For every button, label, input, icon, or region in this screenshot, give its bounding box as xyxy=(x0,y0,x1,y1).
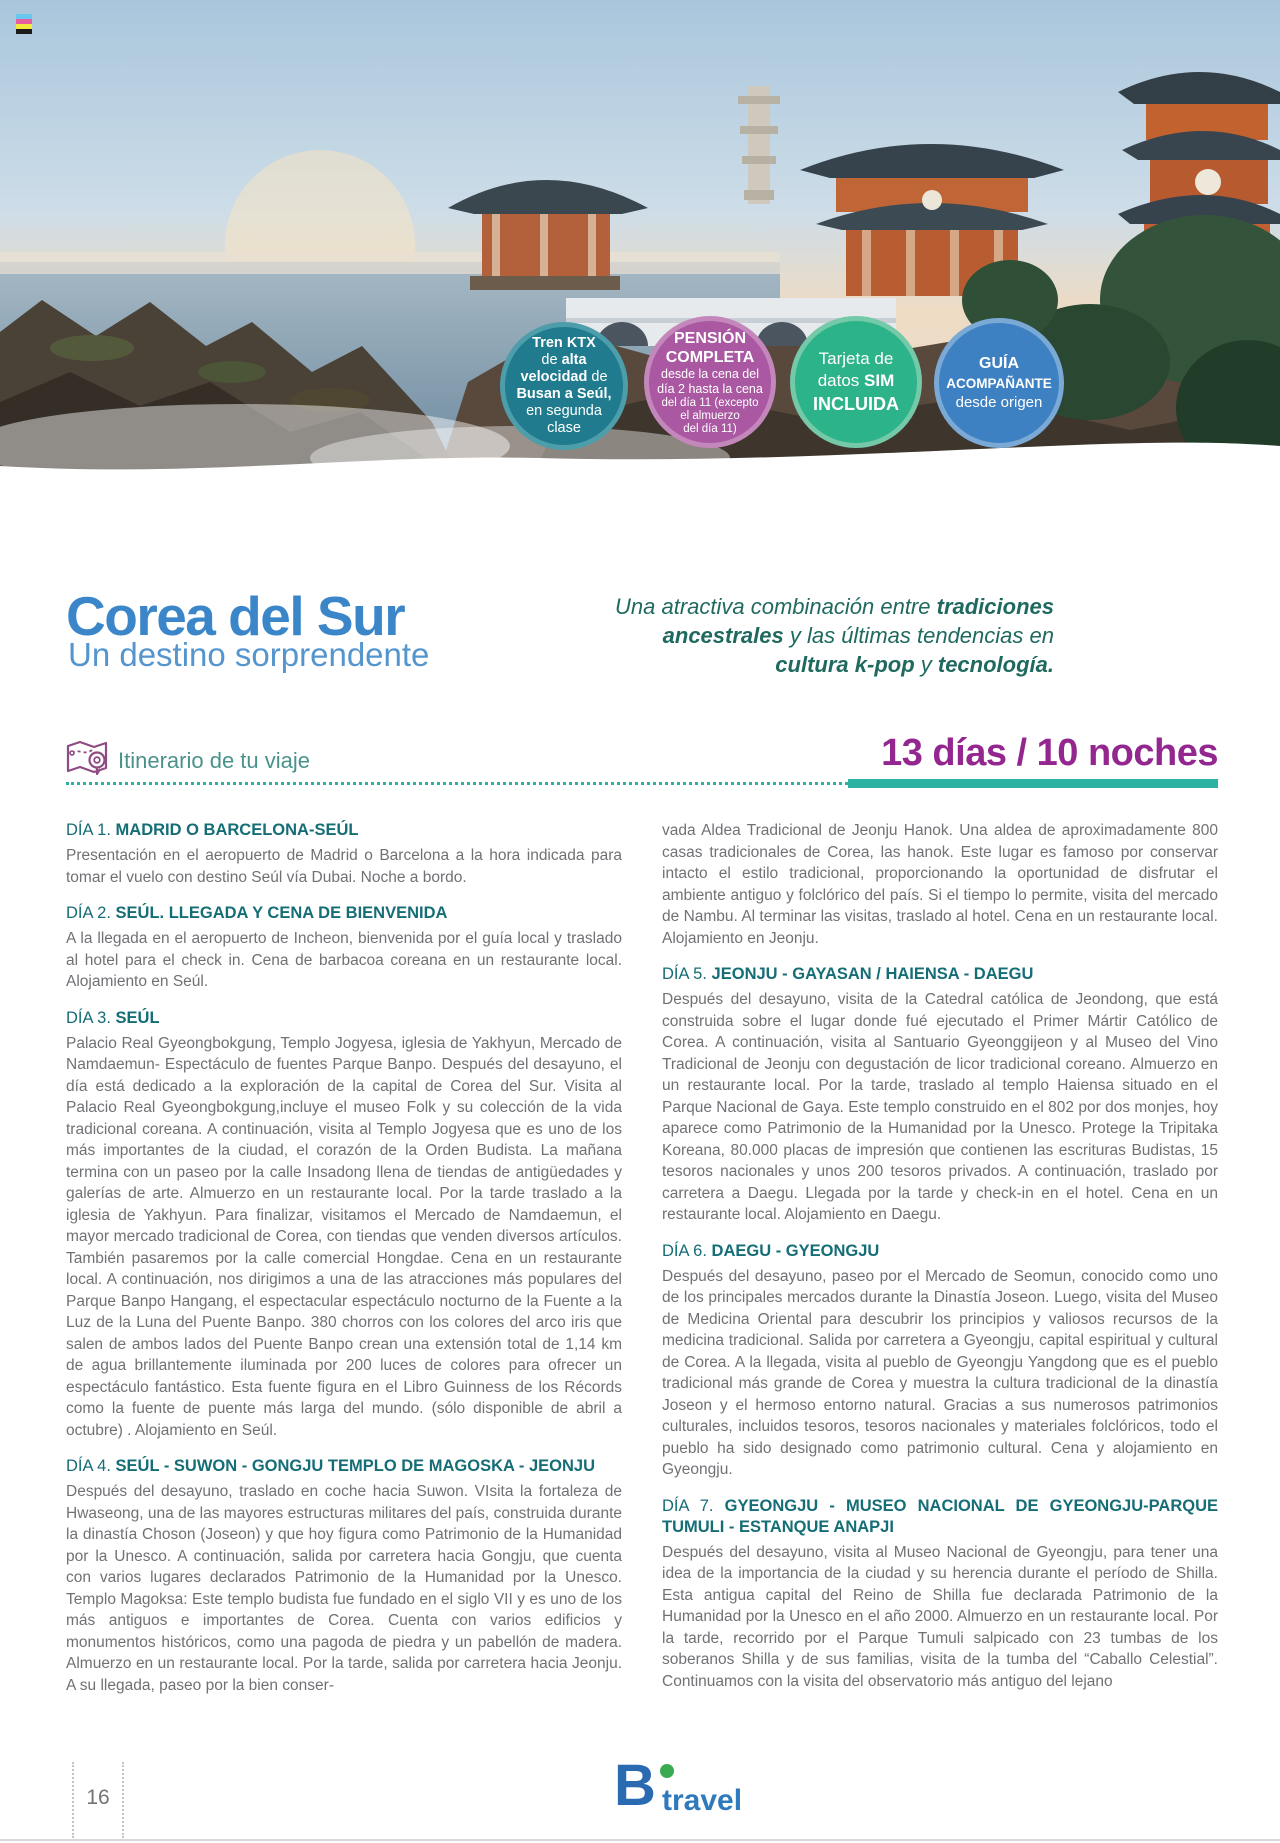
badge-line: ACOMPAÑANTE xyxy=(946,376,1052,391)
day-number: DÍA 3. xyxy=(66,1008,111,1027)
badge-line: el almuerzo xyxy=(680,409,740,422)
day-heading xyxy=(662,1241,1218,1262)
text-segment: Tren KTX xyxy=(532,335,596,351)
badge-line: desde origen xyxy=(955,394,1043,411)
day-title: SEÚL - SUWON - GONGJU TEMPLO DE MAGOSKA - JEONJU xyxy=(115,1457,595,1475)
day-heading xyxy=(66,820,622,841)
day-section xyxy=(662,964,1218,1226)
badge-line xyxy=(532,335,596,352)
trip-duration: 13 días / 10 noches xyxy=(881,732,1218,774)
badge-sim-card xyxy=(790,316,922,448)
day-description: Después del desayuno, traslado en coche hacia Suwon. VIsita la fortaleza de Hwaseong, una de las mayores estructuras militares del país, construida durante la dinastía Choson (Joseon) y que hoy figura como Patrimonio de la Humanidad por la Unesco. A continuación, salida por carretera hacia Gongju, que cuenta con varios lugares declarados Patrimonio de la Humanidad por la Unesco. Templo Magoksa: Este templo budista fue fundado en el siglo VII y es uno de los más antiguos e importantes de Corea. Cuenta con varios edificios y monumentos históricos, como una pagoda de piedra y un pabellón de madera. Almuerzo en un restaurante local. Por la tarde, salida por carretera hacia Jeonju. A su llegada, paseo por la bien conser- xyxy=(66,1483,622,1694)
text-segment: tradiciones xyxy=(936,594,1054,619)
page-number: 16 xyxy=(86,1786,110,1809)
itinerary-column-right xyxy=(662,820,1218,1692)
day-number: DÍA 2. xyxy=(66,904,111,922)
badge-line: PENSIÓN xyxy=(673,329,746,347)
badge-line xyxy=(541,352,586,369)
day-section xyxy=(66,1456,622,1696)
logo-wordmark: travel xyxy=(662,1784,743,1817)
itinerary-heading: Itinerario de tu viaje xyxy=(118,748,310,773)
dotted-divider xyxy=(66,782,848,785)
badge-line: desde la cena del xyxy=(661,366,759,381)
badge-line xyxy=(520,369,607,386)
day-number: DÍA 6. xyxy=(662,1241,707,1260)
text-segment: y las últimas tendencias en xyxy=(783,623,1054,648)
logo-green-dot-icon xyxy=(660,1764,674,1778)
badge-line: GUÍA xyxy=(979,355,1019,372)
badge-line xyxy=(526,403,602,420)
day-number: DÍA 7. xyxy=(662,1496,714,1515)
page-number-divider-right xyxy=(122,1762,124,1838)
badge-full-board xyxy=(644,316,776,448)
text-segment: alta xyxy=(561,352,587,368)
badge-ktx-train xyxy=(500,322,628,450)
day-title: JEONJU - GAYASAN / HAIENSA - DAEGU xyxy=(711,965,1034,983)
accent-bar xyxy=(848,779,1218,788)
text-segment: clase xyxy=(547,420,581,436)
day-section xyxy=(66,820,622,888)
day-heading xyxy=(66,903,622,924)
day-section xyxy=(66,903,622,993)
day-section xyxy=(662,1496,1218,1693)
text-segment: de xyxy=(541,352,562,368)
text-segment: de xyxy=(587,369,608,385)
day-description: Después del desayuno, visita de la Catedral católica de Jeondong, que está construida sobre el lugar donde fué ejecutado el Primer Mártir Católico de Corea. A continuación, visita al Santuario Gyeonggijeon y al Museo del Vino Tradicional de Jeonju con degustación de licor tradicional coreano. Almuerzo en un restaurante local. Por la tarde, traslado al templo Haiensa situado en el Parque Nacional de Gaya. Este templo construido en el 802 por dos monjes, hoy aparece como Patrimonio de la Humanidad por la Unesco. Protege la Tripitaka Koreana, 80.000 placas de impresión que contienen las escrituras Budistas, 15 tesoros nacionales y unos 200 tesoros privados. A continuación, traslado por carretera a Daegu. Llegada por la tarde y check-in en el hotel. Cena en un restaurante local. Alojamiento en Daegu. xyxy=(662,991,1218,1223)
day-heading xyxy=(662,1496,1218,1538)
day-number: DÍA 4. xyxy=(66,1457,111,1475)
badge-tour-guide xyxy=(934,318,1064,448)
badge-line xyxy=(818,370,895,392)
page-subtitle: Un destino sorprendente xyxy=(68,636,430,673)
day-section xyxy=(66,1008,622,1442)
day-heading xyxy=(66,1008,622,1029)
day-title: SEÚL. LLEGADA Y CENA DE BIENVENIDA xyxy=(115,904,448,922)
day-description: Después del desayuno, paseo por el Mercado de Seomun, conocido como uno de los principales mercados durante la Dinastía Joseon. Luego, visita del Museo de Medicina Oriental para descubrir los principios y valiosos recursos de la medicina tradicional. Salida por carretera a Gyeongju, capital espiritual y cultural de Corea. A la llegada, visita al pueblo de Gyeongju Yangdong que es el pueblo tradicional más grande de Corea y muestra la cultura tradicional de la dinastía Joseon y el hermoso entorno natural. Gracias a sus numerosos patrimonios culturales, incluidos tesoros, tesoros nacionales y materiales folclóricos, todo el pueblo ha sido designado como patrimonio cultural. Cena y alojamiento en Gyeongju. xyxy=(662,1267,1218,1478)
badge-line: del día 11 (excepto xyxy=(661,396,759,409)
badge-line xyxy=(516,386,611,403)
text-segment: Busan a Seúl, xyxy=(516,386,612,402)
day-heading xyxy=(662,964,1218,985)
text-segment: y xyxy=(914,652,938,677)
day-title: MADRID O BARCELONA-SEÚL xyxy=(115,821,359,839)
badge-line: del día 11) xyxy=(683,422,737,435)
badge-line: INCLUIDA xyxy=(813,394,899,414)
text-segment: ancestrales xyxy=(662,623,784,648)
btravel-logo xyxy=(614,1753,834,1820)
day-heading xyxy=(66,1456,622,1477)
day-title: DAEGU - GYEONGJU xyxy=(711,1241,880,1260)
badge-line: día 2 hasta la cena xyxy=(657,381,763,396)
page-bottom-edge xyxy=(0,1839,1280,1841)
page-title: Corea del Sur xyxy=(66,584,405,647)
text-segment: Una atractiva combinación entre xyxy=(615,594,937,619)
day-description: Después del desayuno, visita al Museo Nacional de Gyeongju, para tener una idea de la importancia de la ciudad y su herencia durante el período de Shilla. Esta antigua capital del Reino de Shilla fue declarada Patrimonio de la Humanidad por la Unesco en el año 2000. Almuerzo en un restaurante local. Por la tarde, recorrido por el Parque Tumuli salpicado con 23 tumbas de los soberanos Shilla y de sus familias, visita de la tumba del “Caballo Celestial”. Continuamos con la visita del observatorio más antiguo del lejano xyxy=(662,1543,1218,1690)
page-number-divider-left xyxy=(72,1762,74,1838)
temple-coast-illustration xyxy=(0,0,1280,500)
text-segment: tecnología. xyxy=(937,652,1054,677)
day-description: A la llegada en el aeropuerto de Incheon, bienvenida por el guía local y traslado al hotel para el check in. Cena de barbacoa coreana en un restaurante local. Alojamiento en Seúl. xyxy=(66,930,622,990)
day-title: SEÚL xyxy=(115,1008,160,1027)
day-description: Palacio Real Gyeongbokgung, Templo Jogyesa, iglesia de Yakhyun, Mercado de Namdaemun- Espectáculo de fuentes Parque Banpo. Después del desayuno, el día está dedicado a la exploración de la capital de Corea del Sur. Visita al Palacio Real Gyeongbokgung,incluye el museo Folk y su colección de la vida tradicional coreana. A continuación, visita al Templo Jogyesa que es uno de los más importantes de la ciudad, el corazón de la Orden Budista. La mañana termina con un paseo por la calle Insadong llena de tiendas de antigüedades y galerías de arte. Almuerzo en un restaurante local. Por la tarde traslado a la iglesia de Yakhyun. Para finalizar, visitamos el Mercado de Namdaemun, el mayor mercado tradicional de Corea, con tiendas que venden diversos artículos. También pasaremos por la calle comercial Hongdae. Cena en un restaurante local. A continuación, nos dirigimos a una de las atracciones más populares del Parque Banpo Hangang, el espectacular espectáculo nocturno de la Fuente a la Luz de la Luna del Puente Banpo. 380 chorros con los colores del arco iris que salen de ambos lados del Puente Banpo crean una extensión total de 1,14 km de agua brillantemente iluminada por 200 luces de colores para ofrecer un espectáculo fantástico. Esta fuente figura en el Libro Guinness de los Récords como la fuente de puente más larga del mundo. (sólo disponible de abril a octubre) . Alojamiento en Seúl. xyxy=(66,1034,622,1439)
text-segment: datos xyxy=(817,371,865,390)
day-section xyxy=(662,1241,1218,1481)
day-number: DÍA 5. xyxy=(662,965,707,983)
text-segment: SIM xyxy=(864,371,895,390)
logo-letter-b: B xyxy=(614,1753,656,1818)
day-title: GYEONGJU - MUSEO NACIONAL DE GYEONGJU-PARQUE TUMULI - ESTANQUE ANAPJI xyxy=(662,1496,1218,1536)
intro-text xyxy=(574,592,1054,679)
text-segment: velocidad xyxy=(520,369,588,385)
print-registration-mark-icon xyxy=(16,14,32,34)
itinerary-column-left xyxy=(66,820,622,1696)
text-segment: Tarjeta de xyxy=(818,349,894,368)
hero-photo xyxy=(0,0,1280,500)
badge-line: COMPLETA xyxy=(665,348,755,366)
reg-black-stripe xyxy=(16,29,32,34)
badge-line xyxy=(819,348,894,370)
day-description: Presentación en el aeropuerto de Madrid o Barcelona a la hora indicada para tomar el vuelo con destino Seúl vía Dubai. Noche a bordo. xyxy=(66,847,622,886)
text-segment: cultura k-pop xyxy=(775,652,915,677)
day-number: DÍA 1. xyxy=(66,821,111,839)
badge-line xyxy=(547,420,581,437)
text-segment: en segunda xyxy=(526,403,602,419)
map-route-icon xyxy=(66,740,110,778)
day-description-continued: vada Aldea Tradicional de Jeonju Hanok. Una aldea de aproximadamente 800 casas tradicionales de Corea, las hanok. Este lugar es famoso por conservar intacto el estilo tradicional, proporcionando la oportunidad de disfrutar el ambiente antiguo y folclórico del país. Si el tiempo lo permite, visita del mercado de Nambu. Al terminar las visitas, traslado al hotel. Cena en un restaurante local. Alojamiento en Jeonju. xyxy=(662,822,1218,947)
